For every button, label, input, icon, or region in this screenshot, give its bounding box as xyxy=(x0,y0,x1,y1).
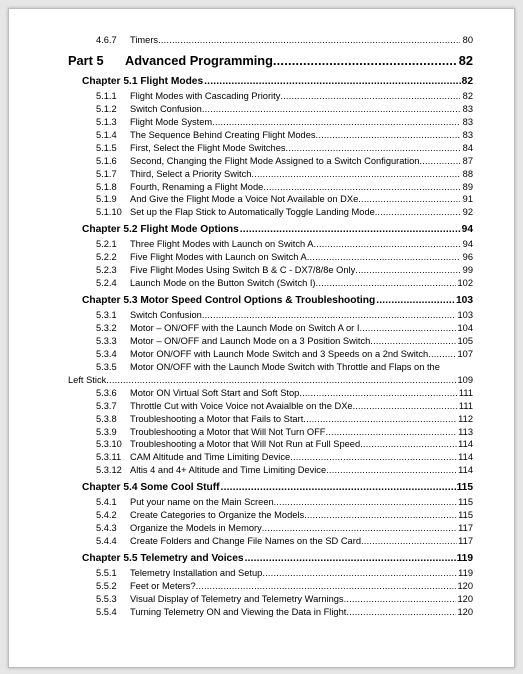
toc-page-number: 84 xyxy=(462,142,473,153)
toc-page-number: 120 xyxy=(457,593,473,604)
toc-entry-number: 5.1.4 xyxy=(96,129,117,140)
dot-leader xyxy=(316,129,460,142)
dot-leader xyxy=(303,413,457,426)
dot-leader xyxy=(355,264,460,277)
toc-entry[interactable] xyxy=(9,567,514,580)
dot-leader xyxy=(344,593,457,606)
toc-entry-title: Switch Confusion xyxy=(130,103,202,114)
dot-leader xyxy=(276,496,457,509)
toc-chapter-heading[interactable] xyxy=(9,480,514,496)
toc-entry[interactable] xyxy=(9,277,514,290)
toc-page-number: 82 xyxy=(458,52,473,68)
toc-page-number: 99 xyxy=(462,265,473,276)
toc-entry[interactable] xyxy=(9,34,514,47)
dot-leader xyxy=(196,580,457,593)
toc-page-number: 120 xyxy=(457,606,473,617)
toc-page-number: 82 xyxy=(462,90,473,101)
toc-entry-title: Timers xyxy=(130,35,159,45)
dot-leader xyxy=(212,116,460,129)
toc-entry-number: 5.4.4 xyxy=(96,536,117,547)
toc-entry-title: Launch Mode on the Button Switch (Switch I) xyxy=(130,278,316,289)
toc-page-number: 94 xyxy=(461,224,473,236)
toc-entry[interactable] xyxy=(9,387,514,400)
toc-entry-number: 5.2.1 xyxy=(96,239,117,250)
toc-entry-number: 5.3.1 xyxy=(96,310,117,321)
toc-entry-title: Put your name on the Main Screen. xyxy=(130,497,277,508)
toc-entry[interactable] xyxy=(9,361,514,387)
toc-entry[interactable] xyxy=(9,438,514,451)
toc-entry[interactable] xyxy=(9,400,514,413)
toc-entry-title: Five Flight Modes with Launch on Switch A xyxy=(130,252,307,263)
toc-page-number: 114 xyxy=(458,452,473,463)
toc-entry-number: 5.1.9 xyxy=(96,194,117,205)
toc-entry-number: 5.4.3 xyxy=(96,523,117,534)
toc-entry[interactable] xyxy=(9,348,514,361)
dot-leader xyxy=(313,238,460,251)
toc-entry-title: And Give the Flight Mode a Voice Not Available on DXe xyxy=(130,194,359,205)
toc-page-number: 109 xyxy=(457,374,473,385)
toc-entry-title: Motor ON/OFF with the Launch Mode Switch with Throttle and Flaps on the xyxy=(130,361,440,372)
toc-entry-title: Chapter 5.3 Motor Speed Control Options & Troubleshooting xyxy=(82,295,376,307)
toc-entry-title: Motor – ON/OFF and Launch Mode on a 3 Position Switch xyxy=(130,335,371,346)
toc-entry-title: Visual Display of Telemetry and Telemetry Warnings xyxy=(130,593,344,604)
toc-entry-title: Troubleshooting a Motor that Fails to Start xyxy=(130,413,304,424)
dot-leader xyxy=(202,103,460,116)
toc-entry-number: Part 5 xyxy=(68,52,104,68)
toc-entry[interactable] xyxy=(9,264,514,277)
toc-entry-number: 5.5.3 xyxy=(96,593,117,604)
dot-leader xyxy=(316,277,457,290)
dot-leader xyxy=(273,51,457,71)
toc-entry-number: 5.3.12 xyxy=(96,465,122,476)
toc-page-number: 92 xyxy=(462,207,473,218)
toc-entry-title: Flight Modes with Cascading Priority xyxy=(130,90,281,101)
toc-entry[interactable] xyxy=(9,309,514,322)
toc-part-heading[interactable] xyxy=(9,51,514,71)
dot-leader xyxy=(370,335,456,348)
toc-page-number: 117 xyxy=(458,523,473,534)
toc-entry[interactable] xyxy=(9,90,514,103)
toc-page-number: 112 xyxy=(458,413,473,424)
toc-entry-number: 5.3.11 xyxy=(96,452,122,463)
toc-entry-number: 5.3.5 xyxy=(96,361,117,372)
toc-entry[interactable] xyxy=(9,451,514,464)
toc-page-number: 103 xyxy=(456,295,473,307)
dot-leader xyxy=(158,34,460,47)
dot-leader xyxy=(361,535,457,548)
toc-entry-title: Three Flight Modes with Launch on Switch A xyxy=(130,239,314,250)
toc-page-number: 114 xyxy=(458,439,473,450)
toc-entry-number: 5.3.9 xyxy=(96,426,117,437)
toc-entry-number: 5.1.10 xyxy=(96,207,122,218)
toc-page-number: 119 xyxy=(456,553,473,565)
toc-entry-title: Chapter 5.2 Flight Mode Options xyxy=(82,224,239,236)
toc-entry-title: Throttle Cut with Voice Voice not Avaialble on the DXe. xyxy=(130,400,356,411)
toc-entry[interactable] xyxy=(9,103,514,116)
dot-leader xyxy=(221,480,456,496)
dot-leader xyxy=(204,74,461,90)
dot-leader xyxy=(202,309,457,322)
toc-page-number: 94 xyxy=(462,239,473,250)
toc-entry-title: Create Categories to Organize the Models xyxy=(130,510,305,521)
toc-entry[interactable] xyxy=(9,322,514,335)
dot-leader xyxy=(355,400,458,413)
toc-entry[interactable] xyxy=(9,522,514,535)
toc-entry-title: Motor ON Virtual Soft Start and Soft Stop xyxy=(130,387,300,398)
toc-page-number: 83 xyxy=(462,129,473,140)
toc-page-number: 111 xyxy=(458,387,473,398)
toc-entry-title-continued: Left Stick xyxy=(68,374,107,385)
document-page xyxy=(8,8,515,668)
toc-entry-title: Motor – ON/OFF with the Launch Mode on Switch A or I xyxy=(130,323,360,333)
dot-leader xyxy=(359,322,456,335)
toc-entry-number: 5.3.6 xyxy=(96,387,117,398)
toc-entry[interactable] xyxy=(9,181,514,194)
toc-entry-title: Flight Mode System xyxy=(130,116,213,127)
toc-entry-title: Second, Changing the Flight Mode Assigned to a Switch Configuration xyxy=(130,155,420,166)
toc-entry-title: Five Flight Modes Using Switch B & C - DX7/8/8e Only xyxy=(130,265,356,276)
toc-page-number: 104 xyxy=(457,323,473,333)
toc-page-number: 91 xyxy=(462,194,473,205)
dot-leader xyxy=(346,606,456,619)
toc-entry-number: 5.1.6 xyxy=(96,155,117,166)
toc-entry-title: Feet or Meters? xyxy=(130,580,196,591)
toc-page-number: 87 xyxy=(462,155,473,166)
toc-page-number: 89 xyxy=(462,181,473,192)
toc-entry-number: 5.3.8 xyxy=(96,413,117,424)
toc-entry-number: 5.1.3 xyxy=(96,116,117,127)
toc-page-number: 115 xyxy=(456,482,473,494)
dot-leader xyxy=(286,142,460,155)
toc-entry[interactable] xyxy=(9,168,514,181)
toc-entry[interactable] xyxy=(9,193,514,206)
dot-leader xyxy=(262,522,457,535)
toc-page-number: 105 xyxy=(457,335,473,346)
dot-leader xyxy=(299,387,458,400)
toc-entry[interactable] xyxy=(9,535,514,548)
toc-page-number: 82 xyxy=(461,75,473,87)
toc-entry-title: Troubleshooting a Motor that Will Not Run at Full Speed xyxy=(130,439,361,450)
toc-entry-title: Organize the Models in Memory xyxy=(130,523,262,534)
toc-entry[interactable] xyxy=(9,129,514,142)
toc-entry-title: The Sequence Behind Creating Flight Modes xyxy=(130,129,316,140)
toc-entry-number: 5.3.10 xyxy=(96,439,122,450)
dot-leader xyxy=(325,426,457,439)
toc-entry-number: 5.5.1 xyxy=(96,568,117,579)
toc-entry-number: 5.2.4 xyxy=(96,278,117,289)
toc-entry-number: 5.5.2 xyxy=(96,580,117,591)
toc-entry-title: First, Select the Flight Mode Switches xyxy=(130,142,286,153)
dot-leader xyxy=(377,206,460,219)
toc-chapter-heading[interactable] xyxy=(9,74,514,90)
toc-entry[interactable] xyxy=(9,116,514,129)
toc-entry-number: 5.2.2 xyxy=(96,252,117,263)
dot-leader xyxy=(376,293,455,309)
dot-leader xyxy=(419,155,460,168)
toc-chapter-heading[interactable] xyxy=(9,293,514,309)
toc-page-number: 103 xyxy=(457,310,473,321)
toc-entry-number: 5.3.4 xyxy=(96,348,117,359)
toc-entry-title: Advanced Programming xyxy=(125,52,273,68)
toc-entry[interactable] xyxy=(9,155,514,168)
toc-entry-title: Chapter 5.4 Some Cool Stuff xyxy=(82,482,220,494)
toc-entry-title: Create Folders and Change File Names on the SD Card xyxy=(130,536,361,547)
toc-page-number: 119 xyxy=(458,568,473,579)
dot-leader xyxy=(251,168,460,181)
toc-entry-title: Telemetry Installation and Setup xyxy=(130,568,263,579)
toc-entry[interactable] xyxy=(9,238,514,251)
dot-leader xyxy=(245,551,456,567)
toc-entry-number: 5.1.5 xyxy=(96,142,117,153)
toc-entry-number: 5.2.3 xyxy=(96,265,117,276)
table-of-contents xyxy=(9,34,514,619)
toc-entry-number: 5.1.1 xyxy=(96,90,117,101)
toc-entry[interactable] xyxy=(9,206,514,219)
toc-entry-number: 5.1.7 xyxy=(96,168,117,179)
toc-page-number: 114 xyxy=(458,465,473,476)
toc-entry-number: 5.3.2 xyxy=(96,323,117,333)
toc-page-number: 83 xyxy=(462,103,473,114)
toc-page-number: 115 xyxy=(458,510,473,521)
toc-entry[interactable] xyxy=(9,606,514,619)
toc-page-number: 115 xyxy=(458,497,473,508)
toc-entry-number: 5.3.3 xyxy=(96,335,117,346)
toc-entry-number: 5.5.4 xyxy=(96,606,117,617)
toc-page-number: 88 xyxy=(462,168,473,179)
toc-entry[interactable] xyxy=(9,464,514,477)
toc-page-number: 83 xyxy=(462,116,473,127)
dot-leader xyxy=(360,438,457,451)
toc-entry-title: Set up the Flap Stick to Automatically Toggle Landing Mode. xyxy=(130,207,378,218)
toc-entry-number: 5.1.2 xyxy=(96,103,117,114)
toc-entry[interactable] xyxy=(9,335,514,348)
toc-page-number: 120 xyxy=(457,580,473,591)
dot-leader xyxy=(307,251,460,264)
dot-leader xyxy=(358,193,460,206)
dot-leader xyxy=(428,348,456,361)
toc-entry-title: Altis 4 and 4+ Altitude and Time Limiting Device xyxy=(130,465,327,476)
toc-entry-title: Fourth, Renaming a Flight Mode xyxy=(130,181,264,192)
toc-entry-title: Chapter 5.5 Telemetry and Voices xyxy=(82,553,244,565)
toc-entry-title: Troubleshooting a Motor that Will Not Turn OFF xyxy=(130,426,326,437)
toc-entry[interactable] xyxy=(9,496,514,509)
toc-page-number: 80 xyxy=(462,35,473,45)
toc-entry[interactable] xyxy=(9,413,514,426)
toc-page-number: 113 xyxy=(458,426,473,437)
toc-entry[interactable] xyxy=(9,426,514,439)
toc-entry-title: Switch Confusion xyxy=(130,310,202,321)
toc-entry-number: 5.4.2 xyxy=(96,510,117,521)
toc-page-number: 117 xyxy=(458,536,473,547)
toc-page-number: 96 xyxy=(462,252,473,263)
dot-leader xyxy=(304,509,457,522)
toc-entry-number: 4.6.7 xyxy=(96,35,117,45)
toc-entry[interactable] xyxy=(9,509,514,522)
dot-leader xyxy=(262,567,457,580)
toc-chapter-heading[interactable] xyxy=(9,551,514,567)
toc-entry-number: 5.4.1 xyxy=(96,497,117,508)
toc-entry-title: Turning Telemetry ON and Viewing the Data in Flight xyxy=(130,606,347,617)
toc-entry-number: 5.1.8 xyxy=(96,181,117,192)
toc-entry-number: 5.3.7 xyxy=(96,400,117,411)
dot-leader xyxy=(263,181,460,194)
dot-leader xyxy=(290,451,457,464)
dot-leader xyxy=(280,90,460,103)
dot-leader xyxy=(240,222,461,238)
toc-entry-title: Third, Select a Priority Switch xyxy=(130,168,252,179)
toc-entry[interactable] xyxy=(9,142,514,155)
toc-page-number: 102 xyxy=(457,278,473,289)
toc-entry[interactable] xyxy=(9,251,514,264)
toc-page-number: 111 xyxy=(458,400,473,411)
toc-entry-title: Motor ON/OFF with Launch Mode Switch and 3 Speeds on a 2nd Switch xyxy=(130,348,429,359)
toc-chapter-heading[interactable] xyxy=(9,222,514,238)
dot-leader xyxy=(106,374,457,387)
toc-entry[interactable] xyxy=(9,580,514,593)
toc-entry-title: CAM Altitude and Time Limiting Device xyxy=(130,452,291,463)
toc-page-number: 107 xyxy=(457,348,473,359)
toc-entry-title: Chapter 5.1 Flight Modes xyxy=(82,75,204,87)
dot-leader xyxy=(326,464,457,477)
toc-entry[interactable] xyxy=(9,593,514,606)
